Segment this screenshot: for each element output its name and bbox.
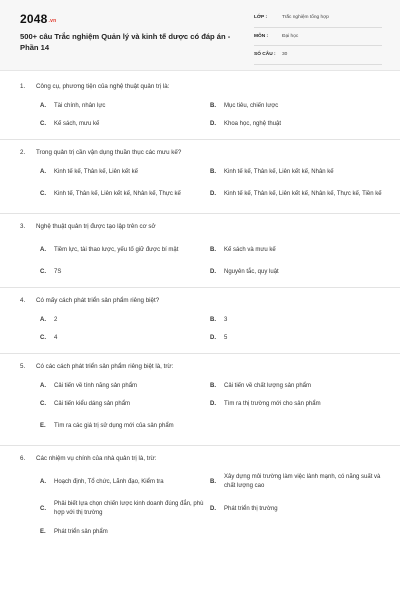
option-letter: D. [210,191,216,197]
question-number: 5. [20,363,26,370]
header [0,0,400,71]
meta-row-class [254,13,382,28]
options [20,377,382,439]
question-header [20,74,382,97]
option-e[interactable] [40,528,212,537]
question-6 [20,446,382,541]
option-text: Phát triển sản phẩm [54,528,108,535]
option-a[interactable] [40,478,212,487]
option-text: Kế sách và mưu kế [224,246,276,253]
question-number: 2. [20,149,26,156]
option-text: Cải tiến về tính năng sản phẩm [54,382,138,389]
option-text: Xây dựng môi trường làm việc lành mạnh, có năng suất và chất lượng cao [224,474,381,489]
option-letter: B. [210,169,216,175]
option-a[interactable] [40,246,212,255]
option-letter: A. [40,247,46,253]
option-d[interactable] [210,190,382,199]
option-row [20,395,382,413]
option-row [20,377,382,395]
option-c[interactable] [40,400,212,409]
question-text: Có các cách phát triển sản phẩm riêng biệt là, trừ: [36,363,174,370]
option-letter: B. [210,103,216,109]
option-b[interactable] [210,382,382,391]
option-letter: C. [40,506,46,512]
question-number: 1. [20,83,26,90]
site-logo[interactable] [20,12,56,26]
option-c[interactable] [40,268,212,277]
option-row [20,115,382,133]
meta-label: MÔN : [254,33,269,39]
meta-row-count [254,50,382,65]
option-row [20,163,382,181]
question-number: 3. [20,223,26,230]
option-letter: C. [40,269,46,275]
logo-text: 2048 [20,12,48,26]
option-letter: D. [210,401,216,407]
options [20,97,382,133]
option-text: Nguyên tắc, quy luật [224,268,279,275]
meta-value: Trắc nghiệm tổng hợp [282,15,329,20]
question-text: Trong quản trị cần vận dụng thuần thục các mưu kế? [36,149,182,156]
option-b[interactable] [210,473,382,491]
option-text: 3 [224,316,228,323]
option-text: Cải tiến về chất lượng sản phẩm [224,382,311,389]
option-c[interactable] [40,120,212,129]
option-letter: D. [210,121,216,127]
option-b[interactable] [210,246,382,255]
question-header [20,214,382,237]
option-b[interactable] [210,168,382,177]
option-text: 7S [54,268,62,275]
option-text: Tìm ra các giá trị sử dụng mới của sản phẩm [54,422,174,429]
option-letter: B. [210,317,216,323]
option-d[interactable] [210,268,382,277]
option-d[interactable] [210,505,382,514]
option-text: Kinh tế kế, Thân kế, Liên kết kế [54,168,138,175]
option-text: Khoa học, nghệ thuật [224,120,282,127]
option-text: Tiềm lực, tài thao lược, yếu tố giữ được bí mật [54,246,179,253]
option-letter: A. [40,383,46,389]
option-letter: D. [210,335,216,341]
option-text: Tài chính, nhân lực [54,102,106,109]
meta-value: 30 [282,52,288,57]
question-5 [20,354,382,446]
option-letter: C. [40,121,46,127]
option-c[interactable] [40,500,212,518]
option-letter: A. [40,479,46,485]
question-header [20,446,382,469]
option-letter: C. [40,401,46,407]
option-text: Hoạch định, Tổ chức, Lãnh đạo, Kiểm tra [54,478,164,485]
question-1 [20,74,382,140]
question-header [20,288,382,311]
option-text: 5 [224,334,228,341]
option-text: Kinh tế kế, Thân kế, Liên kết kế, Nhân kế [224,168,334,175]
meta-label: SỐ CÂU : [254,52,276,57]
option-row [20,263,382,281]
option-letter: A. [40,317,46,323]
options [20,237,382,281]
option-e[interactable] [40,422,212,431]
question-number: 4. [20,297,26,304]
option-text: Phát triển thị trường [224,505,278,512]
question-3 [20,214,382,288]
option-a[interactable] [40,316,212,325]
option-d[interactable] [210,400,382,409]
meta-label: LỚP : [254,15,268,20]
question-header [20,354,382,377]
question-text: Các nhiệm vụ chính của nhà quản trị là, trừ: [36,455,157,462]
option-text: Tìm ra thị trường mới cho sản phẩm [224,400,321,407]
option-row [20,495,382,523]
option-text: 2 [54,316,58,323]
option-row [20,469,382,495]
option-letter: D. [210,269,216,275]
question-header [20,140,382,163]
meta-value: Đại học [282,33,299,39]
option-a[interactable] [40,168,212,177]
option-letter: E. [40,423,46,429]
option-letter: A. [40,103,46,109]
option-row [20,311,382,329]
option-text: Mục tiêu, chiến lược [224,102,279,109]
option-b[interactable] [210,316,382,325]
option-d[interactable] [210,334,382,343]
options [20,163,382,207]
option-text: Kế sách, mưu kế [54,120,100,127]
option-a[interactable] [40,102,212,111]
question-text: Nghệ thuật quản trị được tạo lập trên cơ sở [36,223,156,230]
option-text: 4 [54,334,58,341]
option-row [20,523,382,541]
option-letter: B. [210,383,216,389]
option-text: Phải biết lựa chọn chiến lược kinh doanh đúng đắn, phù hợp với thị trường [54,501,204,516]
question-4 [20,288,382,354]
option-row [20,181,382,207]
option-a[interactable] [40,382,212,391]
option-b[interactable] [210,102,382,111]
option-letter: C. [40,335,46,341]
option-letter: B. [210,479,216,485]
option-c[interactable] [40,190,212,199]
option-row [20,329,382,347]
option-letter: A. [40,169,46,175]
option-letter: C. [40,191,46,197]
option-d[interactable] [210,120,382,129]
option-letter: B. [210,247,216,253]
question-text: Có mấy cách phát triển sản phẩm riêng biệt? [36,297,160,304]
question-list [20,74,382,541]
question-number: 6. [20,455,26,462]
document-meta [254,13,382,69]
option-text: Kinh tế kế, Thân kế, Liên kết kế, Nhân kế, Thực kế, Tiền kế [224,190,382,197]
option-row [20,237,382,263]
option-text: Cải tiến kiểu dáng sản phẩm [54,400,131,407]
options [20,469,382,541]
option-letter: D. [210,506,216,512]
document-title: 500+ câu Trắc nghiệm Quản lý và kinh tế dược có đáp án - Phần 14 [20,32,231,52]
option-letter: E. [40,529,46,535]
meta-row-subject [254,32,382,47]
option-row [20,97,382,115]
option-text: Kinh tế, Thân kế, Liên kết kế, Nhân kế, Thực kế [54,190,181,197]
options [20,311,382,347]
question-text: Công cụ, phương tiện của nghệ thuật quản trị là: [36,83,170,90]
logo-suffix: .vn [48,18,57,24]
option-row [20,413,382,439]
question-2 [20,140,382,214]
option-c[interactable] [40,334,212,343]
